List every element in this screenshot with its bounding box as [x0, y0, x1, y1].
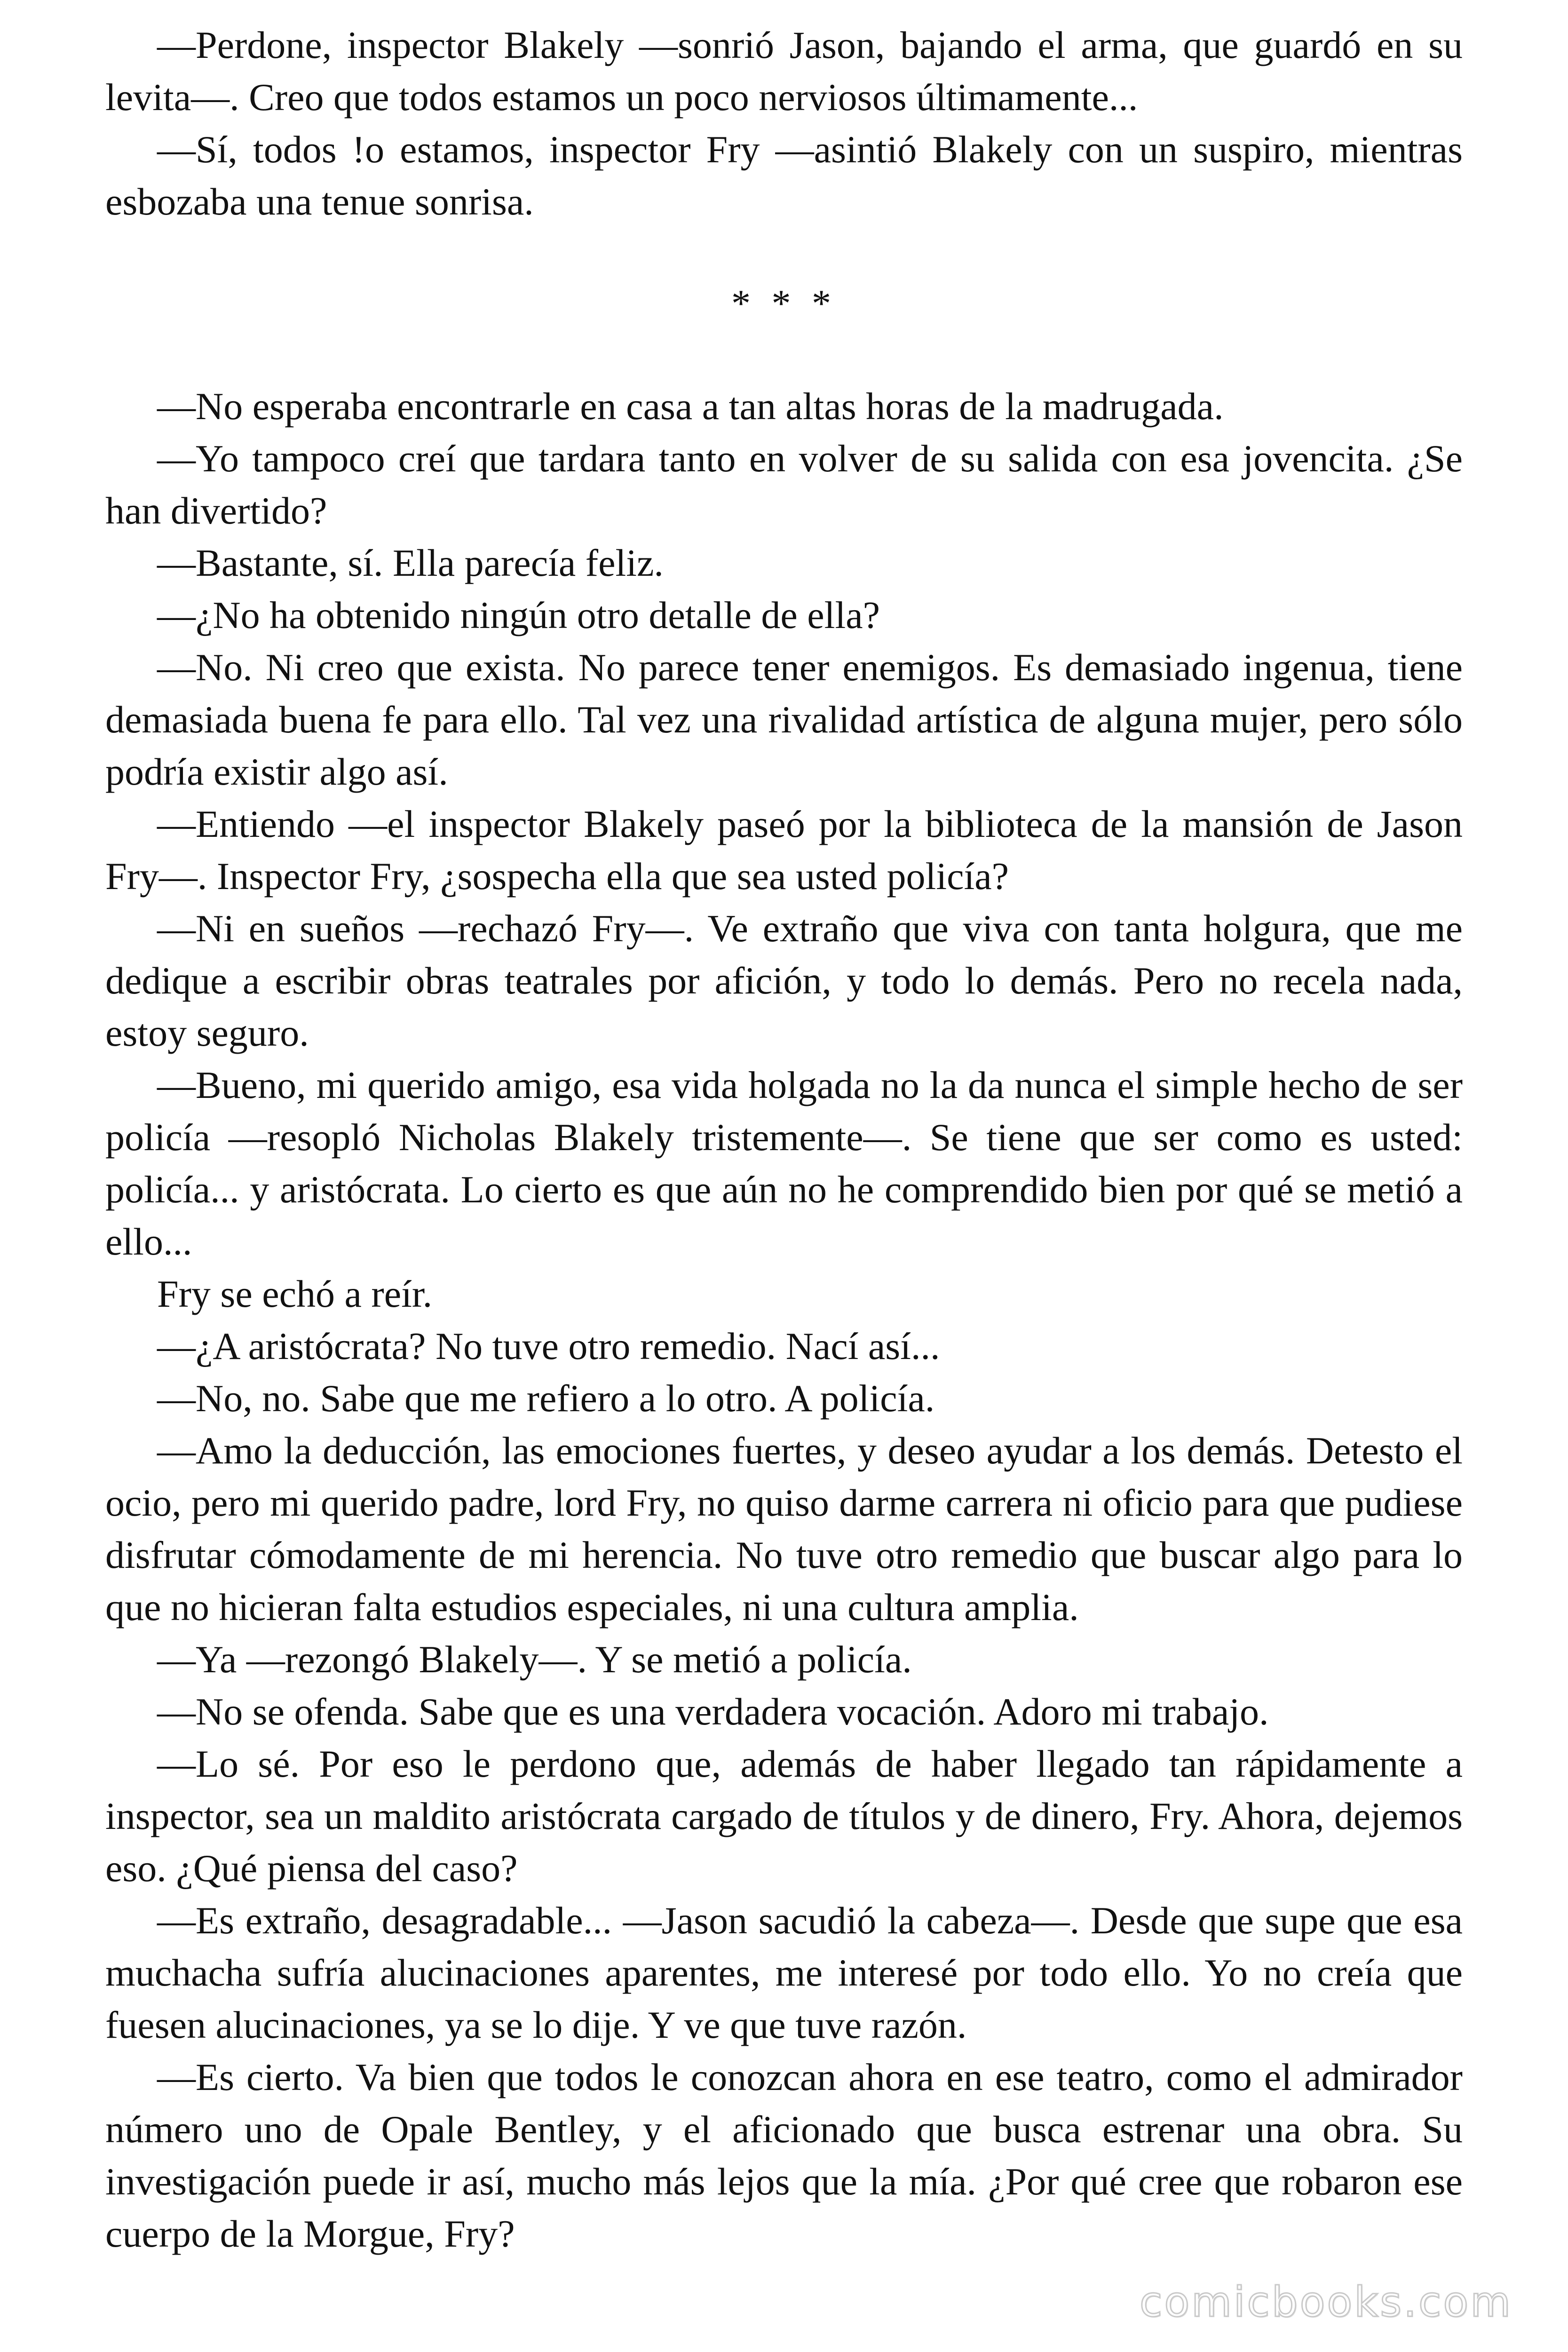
paragraph: Fry se echó a reír. — [157, 1272, 433, 1315]
paragraph: —Ni en sueños —rechazó Fry—. Ve extraño que viva con tanta holgura, que me dedique a escribir obras teatrales por afición, y todo lo demás. Pero no recela nada, estoy seguro. — [105, 907, 1463, 1054]
paragraph: —Es cierto. Va bien que todos le conozcan ahora en ese teatro, como el admirador número uno de Opale Bentley, y el aficionado que busca estrenar una obra. Su investigación puede ir así, mucho más lejos que la mía. ¿Por qué cree que robaron ese cuerpo de la Morgue, Fry? — [105, 2056, 1463, 2255]
paragraph: —Entiendo —el inspector Blakely paseó por la biblioteca de la mansión de Jason Fry—. Inspector Fry, ¿sospecha ella que sea usted policía? — [105, 803, 1463, 898]
paragraph: —No se ofenda. Sabe que es una verdadera vocación. Adoro mi trabajo. — [157, 1690, 1269, 1733]
paragraph: —Amo la deducción, las emociones fuertes, y deseo ayudar a los demás. Detesto el ocio, pero mi querido padre, lord Fry, no quiso darme carrera ni oficio para que pudiese disfrutar cómodamente de mi herencia. No tuve otro remedio que buscar algo para lo que no hicieran falta estudios especiales, ni una cultura amplia. — [105, 1429, 1463, 1629]
paragraph: —¿No ha obtenido ningún otro detalle de ella? — [157, 594, 880, 636]
watermark: comicbooks.com — [1139, 2278, 1513, 2326]
paragraph: —Sí, todos !o estamos, inspector Fry —asintió Blakely con un suspiro, mientras esbozaba una tenue sonrisa. — [105, 128, 1463, 223]
paragraph: —Bastante, sí. Ella parecía feliz. — [157, 541, 664, 584]
paragraph: —Perdone, inspector Blakely —sonrió Jason, bajando el arma, que guardó en su levita—. Creo que todos estamos un poco nerviosos últimamente... — [105, 24, 1463, 119]
paragraph: —No. Ni creo que exista. No parece tener enemigos. Es demasiado ingenua, tiene demasiada buena fe para ello. Tal vez una rivalidad artística de alguna mujer, pero sólo podría existir algo así. — [105, 646, 1463, 793]
page-text — [105, 19, 1463, 2260]
scene-break: * * * — [731, 282, 837, 325]
paragraph: —No, no. Sabe que me refiero a lo otro. A policía. — [157, 1377, 935, 1420]
paragraph: —No esperaba encontrarle en casa a tan altas horas de la madrugada. — [157, 385, 1224, 428]
paragraph: —Ya —rezongó Blakely—. Y se metió a policía. — [157, 1638, 912, 1681]
paragraph: —Lo sé. Por eso le perdono que, además de haber llegado tan rápidamente a inspector, sea un maldito aristócrata cargado de títulos y de dinero, Fry. Ahora, dejemos eso. ¿Qué piensa del caso? — [105, 1742, 1463, 1890]
paragraph: —¿A aristócrata? No tuve otro remedio. Nací así... — [157, 1325, 940, 1367]
paragraph: —Bueno, mi querido amigo, esa vida holgada no la da nunca el simple hecho de ser policía —resopló Nicholas Blakely tristemente—. Se tiene que ser como es usted: policía... y aristócrata. Lo cierto es que aún no he comprendido bien por qué se metió a ello... — [105, 1064, 1463, 1263]
paragraph: —Es extraño, desagradable... —Jason sacudió la cabeza—. Desde que supe que esa muchacha sufría alucinaciones aparentes, me interesé por todo ello. Yo no creía que fuesen alucinaciones, ya se lo dije. Y ve que tuve razón. — [105, 1899, 1463, 2046]
paragraph: —Yo tampoco creí que tardara tanto en volver de su salida con esa jovencita. ¿Se han divertido? — [105, 437, 1463, 532]
